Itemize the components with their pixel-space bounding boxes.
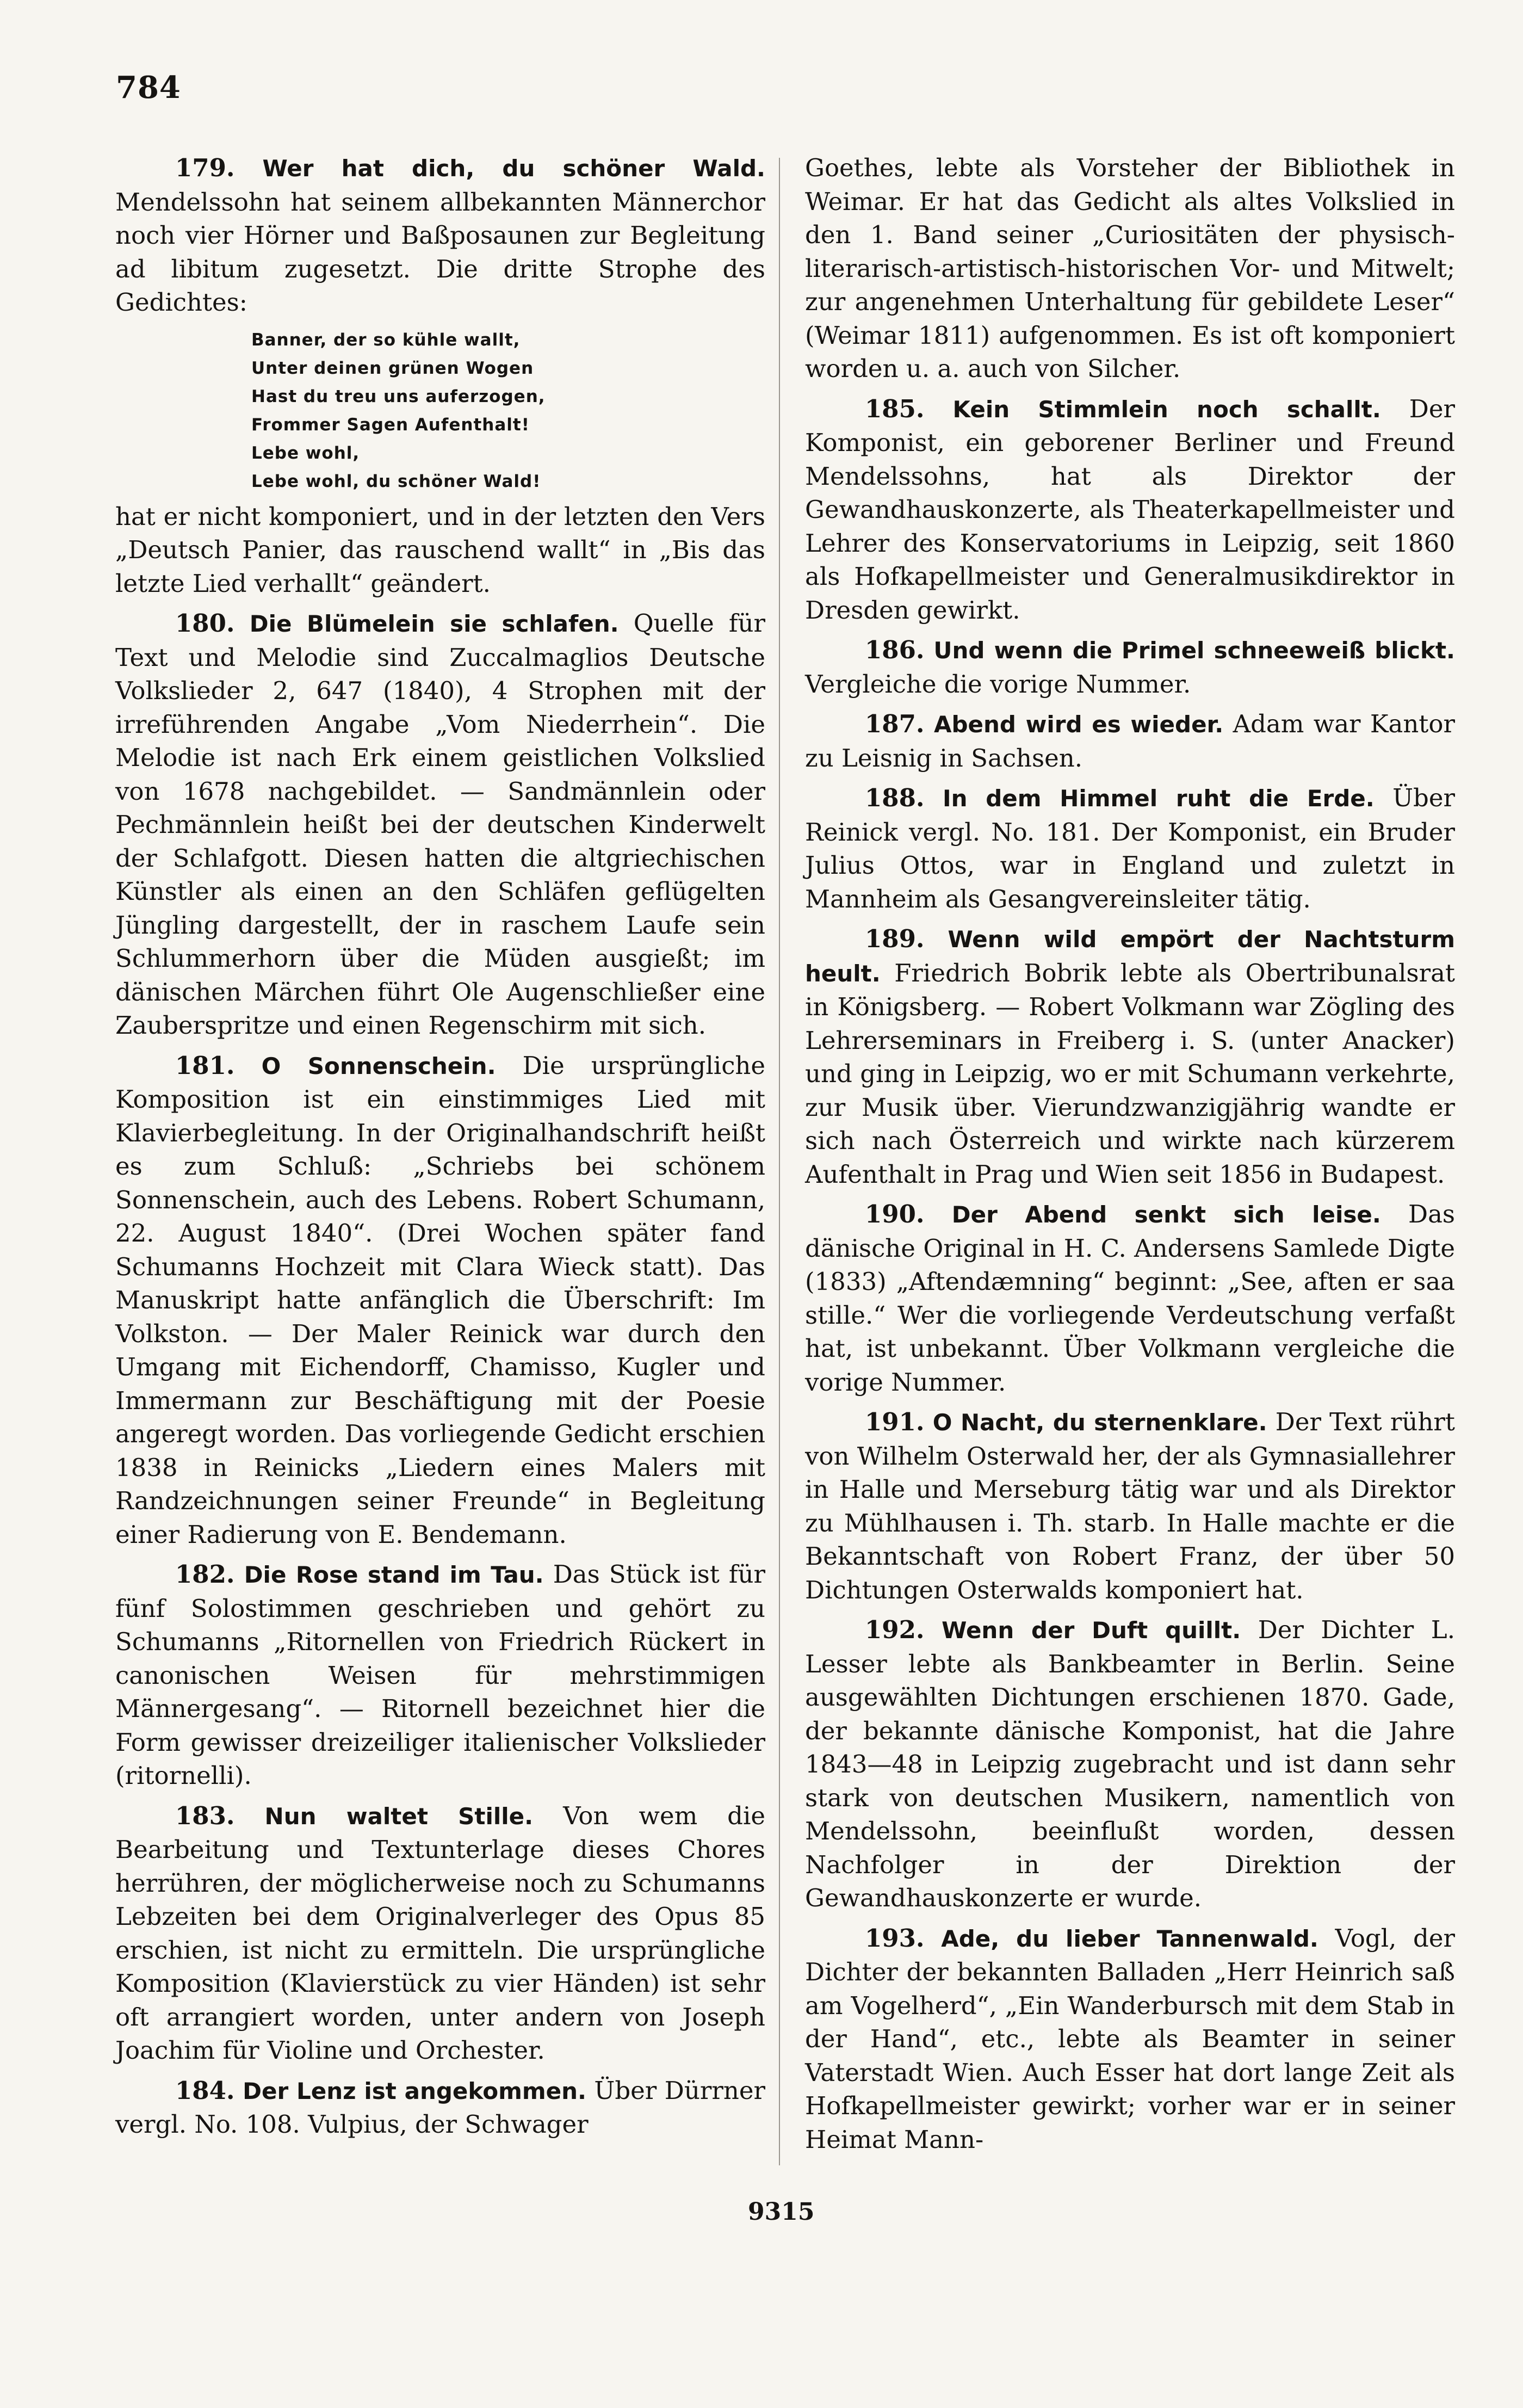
poem-line: Lebe wohl, du schöner Wald! [251, 471, 541, 491]
entry-187 [805, 707, 1455, 775]
entry-title: Kein Stimmlein noch schallt. [952, 396, 1381, 423]
entry-number: 179. [175, 153, 235, 182]
entry-192 [805, 1613, 1455, 1915]
poem-line: Lebe wohl, [251, 443, 360, 463]
entry-188 [805, 781, 1455, 916]
entry-title: Wenn wild empört der Nachtsturm heult. [805, 926, 1455, 987]
poem-line: Hast du treu uns auferzogen, [251, 386, 546, 406]
entry-185 [805, 392, 1455, 627]
entry-text: Das Stück ist für fünf Solostimmen geschrieben und gehört zu Schumanns „Ritornellen von Friedrich Rückert in canonischen Weisen für mehrstimmigen Männergesang“. — Ritornell bezeichnet hier die Form gewisser dreizeiliger italienischer Volkslieder (ritornelli). [115, 1560, 766, 1790]
entry-number: 190. [865, 1200, 925, 1228]
entry-text: Von wem die Bearbeitung und Textunterlage dieses Chores herrühren, der möglicherweise noch zu Schumanns Lebzeiten bei dem Originalverleger des Opus 85 erschien, ist nicht zu ermitteln. Die ursprüngliche Komposition (Klavierstück zu vier Händen) ist sehr oft arrangiert worden, unter andern von Joseph Joachim für Violine und Orchester. [115, 1801, 766, 2065]
entry-title: Ade, du lieber Tannenwald. [941, 1925, 1318, 1952]
entry-text: Der Komponist, ein geborener Berliner und Freund Mendelssohns, hat als Direktor der Gewandhauskonzerte, als Theaterkapellmeister und Lehrer des Konservatoriums in Leipzig, seit 1860 als Hofkapellmeister und Generalmusikdirektor in Dresden gewirkt. [805, 394, 1455, 625]
entry-title: Der Lenz ist angekommen. [243, 2077, 586, 2104]
entry-number: 191. [865, 1407, 925, 1436]
entry-text: Die ursprüngliche Komposition ist ein einstimmiges Lied mit Klavierbegleitung. In der Originalhandschrift heißt es zum Schluß: „Schriebs bei schönem Sonnenschein, auch des Lebens. Robert Schumann, 22. August 1840“. (Drei Wochen später fand Schumanns Hochzeit mit Clara Wieck statt). Das Manuskript hatte anfänglich die Überschrift: Im Volkston. — Der Maler Reinick war durch den Umgang mit Eichendorff, Chamisso, Kugler und Immermann zur Beschäftigung mit der Poesie angeregt worden. Das vorliegende Gedicht erschien 1838 in Reinicks „Liedern eines Malers mit Randzeichnungen seiner Freunde“ in Begleitung einer Radierung von E. Bendemann. [115, 1051, 766, 1549]
entry-184-continued [805, 151, 1455, 386]
entry-text: Der Text rührt von Wilhelm Osterwald her, der als Gymnasiallehrer in Halle und Merseburg tätig war und als Direktor zu Mühlhausen i. Th. starb. In Halle machte er die Bekanntschaft von Robert Franz, der über 50 Dichtungen Osterwalds komponiert hat. [805, 1407, 1455, 1604]
left-column [115, 151, 765, 2148]
entry-title: Der Abend senkt sich leise. [951, 1201, 1381, 1228]
entry-title: Wenn der Duft quillt. [942, 1617, 1241, 1644]
entry-text: Vogl, der Dichter der bekannten Balladen „Herr Heinrich saß am Vogelherd“, „Ein Wanderbursch mit dem Stab in der Hand“, etc., lebte als Beamter in seiner Vaterstadt Wien. Auch Esser hat dort lange Zeit als Hofkapellmeister gewirkt; vorher war er in seiner Heimat Mann- [805, 1923, 1455, 2154]
entry-title: Und wenn die Primel schneeweiß blickt. [933, 637, 1455, 664]
footer-plate-number: 9315 [748, 2198, 815, 2226]
entry-text: Adam war Kantor zu Leisnig in Sachsen. [805, 709, 1455, 773]
entry-text: Mendelssohn hat seinem allbekannten Männerchor noch vier Hörner und Baßposaunen zur Begleitung ad libitum zugesetzt. Die dritte Strophe des Gedichtes: [115, 187, 765, 317]
entry-text: Das dänische Original in H. C. Andersens Samlede Digte (1833) „Aftendæmning“ beginnt: „See, aften er saa stille.“ Wer die vorliegende Verdeutschung verfaßt hat, ist unbekannt. Über Volkmann vergleiche die vorige Nummer. [805, 1200, 1455, 1397]
entry-number: 188. [865, 783, 925, 812]
poem-line: Frommer Sagen Aufenthalt! [251, 415, 530, 435]
entry-title: Nun waltet Stille. [264, 1802, 534, 1830]
page-number: 784 [116, 70, 181, 106]
entry-179-continued [115, 500, 765, 601]
entry-text: hat er nicht komponiert, und in der letzten den Vers „Deutsch Panier, das rauschend wallt“ in „Bis das letzte Lied verhallt“ geändert. [115, 502, 765, 598]
entry-title: In dem Himmel ruht die Erde. [943, 785, 1375, 812]
entry-text: Vergleiche die vorige Nummer. [805, 669, 1191, 699]
entry-title: Abend wird es wieder. [933, 711, 1224, 738]
entry-184 [115, 2074, 765, 2141]
right-column [805, 151, 1455, 2163]
entry-number: 193. [865, 1923, 925, 1953]
entry-number: 187. [865, 709, 925, 738]
entry-189 [805, 922, 1455, 1191]
entry-186 [805, 633, 1455, 701]
entry-number: 180. [175, 609, 235, 638]
entry-180 [115, 607, 765, 1042]
entry-179 [115, 151, 765, 319]
entry-text: Goethes, lebte als Vorsteher der Bibliothek in Weimar. Er hat das Gedicht als altes Volkslied in den 1. Band seiner „Curiositäten der physisch-literarisch-artistisch-historischen Vor- und Mitwelt; zur angenehmen Unterhaltung für gebildete Leser“ (Weimar 1811) aufgenommen. Es ist oft komponiert worden u. a. auch von Silcher. [805, 153, 1455, 383]
entry-number: 186. [865, 635, 925, 664]
entry-title: O Sonnenschein. [261, 1052, 496, 1079]
entry-text: Quelle für Text und Melodie sind Zuccalmaglios Deutsche Volkslieder 2, 647 (1840), 4 Strophen mit der irreführenden Angabe „Vom Niederrhein“. Die Melodie ist nach Erk einem geistlichen Volkslied von 1678 nachgebildet. — Sandmännlein oder Pechmännlein heißt bei der deutschen Kinderwelt der Schlafgott. Diesen hatten die altgriechischen Künstler als einen an den Schläfen geflügelten Jüngling dargestellt, der in raschem Laufe sein Schlummerhorn über die Müden ausgießt; im dänischen Märchen führt Ole Augenschließer eine Zauberspritze und einen Regenschirm mit sich. [115, 609, 765, 1040]
entry-182 [115, 1558, 765, 1793]
entry-title: O Nacht, du sternenklare. [932, 1409, 1267, 1436]
entry-title: Wer hat dich, du schöner Wald. [262, 155, 765, 182]
entry-183 [115, 1799, 765, 2067]
entry-number: 189. [865, 924, 925, 953]
poem-stanza [251, 326, 765, 496]
entry-190 [805, 1197, 1455, 1399]
entry-191 [805, 1405, 1455, 1607]
entry-text: Friedrich Bobrik lebte als Obertribunalsrat in Königsberg. — Robert Volkmann war Zögling des Lehrerseminars in Freiberg i. S. (unter Anacker) und ging in Leipzig, wo er mit Schumann verkehrte, zur Musik über. Vierundzwanzigjährig wandte er sich nach Österreich und wirkte nach kürzerem Aufenthalt in Prag und Wien seit 1856 in Budapest. [805, 958, 1455, 1189]
entry-title: Die Rose stand im Tau. [244, 1561, 544, 1588]
entry-193 [805, 1922, 1455, 2157]
entry-number: 192. [865, 1615, 925, 1644]
poem-line: Banner, der so kühle wallt, [251, 330, 521, 350]
entry-number: 184. [175, 2076, 235, 2105]
poem-line: Unter deinen grünen Wogen [251, 358, 534, 378]
column-divider [779, 158, 780, 2165]
entry-text: Über Reinick vergl. No. 181. Der Komponist, ein Bruder Julius Ottos, war in England und zuletzt in Mannheim als Gesangvereinsleiter tätig. [805, 783, 1455, 913]
entry-number: 185. [865, 394, 925, 423]
entry-text: Der Dichter L. Lesser lebte als Bankbeamter in Berlin. Seine ausgewählten Dichtungen erschienen 1870. Gade, der bekannte dänische Komponist, hat die Jahre 1843—48 in Leipzig zugebracht und ist dann sehr stark von deutschen Musikern, namentlich von Mendelssohn, beeinflußt worden, dessen Nachfolger in der Direktion der Gewandhauskonzerte er wurde. [805, 1615, 1455, 1912]
entry-181 [115, 1049, 765, 1552]
entry-number: 183. [175, 1801, 235, 1830]
entry-number: 182. [175, 1560, 235, 1589]
entry-text: Über Dürrner vergl. No. 108. Vulpius, der Schwager [115, 2076, 765, 2139]
entry-title: Die Blümelein sie schlafen. [249, 610, 619, 637]
entry-number: 181. [175, 1051, 235, 1080]
